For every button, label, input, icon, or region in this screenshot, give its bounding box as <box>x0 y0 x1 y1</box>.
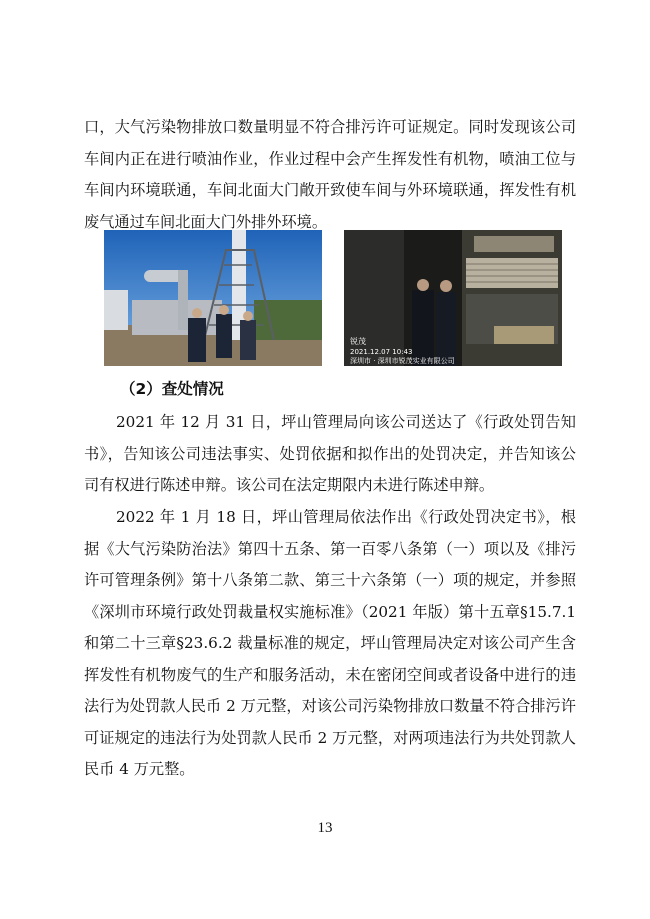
photo-stamp-place: 深圳市 · 深圳市锐茂实业有限公司 <box>350 357 455 365</box>
photo-workshop-inspection <box>344 230 562 366</box>
photo-stamp-time: 2021.12.07 10:43 <box>350 348 413 356</box>
page-number: 13 <box>317 820 333 836</box>
section-heading: （2）查处情况 <box>120 380 224 398</box>
body-paragraph-2: 2021 年 12 月 31 日，坪山管理局向该公司送达了《行政处罚告知书》，告知该公司违法事实、处罚依据和拟作出的处罚决定，并告知该公司有权进行陈述申辩。该公司在法定期限内未进行陈述申辩。 <box>84 413 576 494</box>
photo-outdoor-inspection <box>104 230 322 366</box>
photo-stamp-name: 锐茂 <box>350 337 366 346</box>
body-paragraph-3: 2022 年 1 月 18 日，坪山管理局依法作出《行政处罚决定书》，根据《大气污染防治法》第四十五条、第一百零八条第（一）项以及《排污许可管理条例》第十八条第二款、第三十六条第（一）项的规定，并参照《深圳市环境行政处罚裁量权实施标准》（2021 年版）第十五章§15.7.1 和第二十三章§23.6.2 裁量标准的规定，坪山管理局决定对该公司产生含挥发性有机物废气的生产和服务活动，未在密闭空间或者设备中进行的违法行为处罚款人民币 2 万元整，对该公司污染物排放口数量不符合排污许可证规定的违法行为处罚款人民币 2 万元整，对两项违法行为共处罚款人民币 4 万元整。 <box>84 508 576 778</box>
body-paragraph-1: 口，大气污染物排放口数量明显不符合排污许可证规定。同时发现该公司车间内正在进行喷油作业，作业过程中会产生挥发性有机物，喷油工位与车间内环境联通，车间北面大门敞开致使车间与外环境联通，挥发性有机废气通过车间北面大门外排外环境。 <box>84 118 576 231</box>
